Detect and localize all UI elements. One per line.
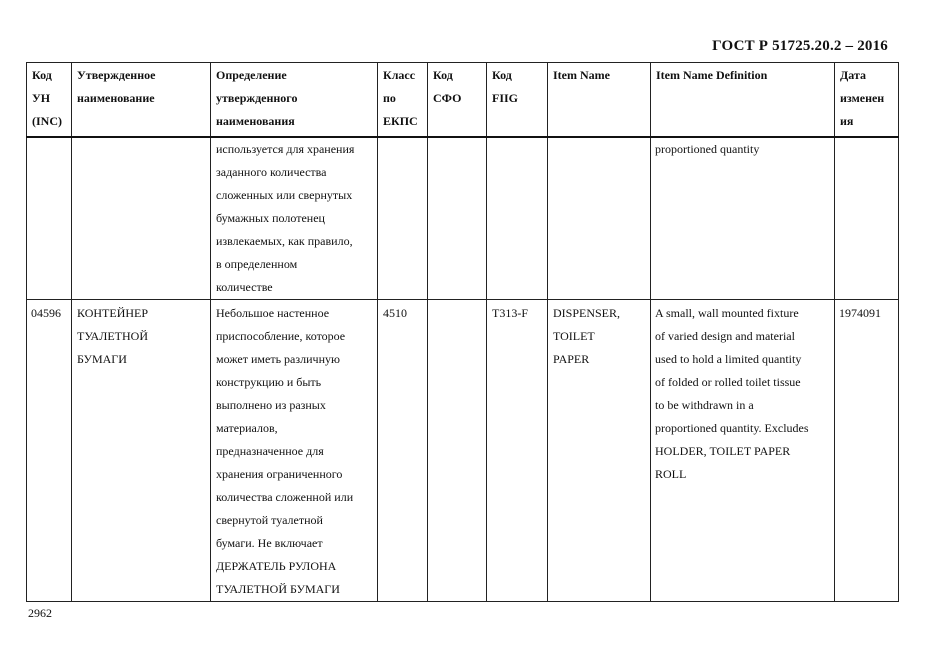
cell-change-date: 1974091 [835,300,899,602]
col-header-approved-name [72,63,211,138]
text-line: сложенных или свернутых [216,188,353,202]
text-line: TOILET [553,329,595,343]
text-line: ROLL [655,467,687,481]
text-line: приспособление, которое [216,329,346,343]
text-line: СФО [433,91,462,105]
text-line: наименование [77,91,155,105]
cell-fiig-code: T313-F [487,300,548,602]
cell-approved-name [72,137,211,300]
cell-definition-en [651,137,835,300]
text-line: в определенном [216,257,298,271]
text-line: бумажных полотенец [216,211,325,225]
text-line: заданного количества [216,165,327,179]
text-line: proportioned quantity. Excludes [655,421,809,435]
text-line: утвержденного [216,91,298,105]
text-line: количестве [216,280,273,294]
text-line: of varied design and material [655,329,795,343]
text-line: ЕКПС [383,114,418,128]
text-line: used to hold a limited quantity [655,352,802,366]
cell-item-name [548,137,651,300]
cell-sfo-code [428,300,487,602]
table-row [27,137,899,300]
text-line: ия [840,114,854,128]
cell-fiig-code [487,137,548,300]
cell-sfo-code [428,137,487,300]
text-line: ТУАЛЕТНОЙ БУМАГИ [216,582,340,596]
text-line: Утвержденное [77,68,156,82]
text-line: количества сложенной или [216,490,354,504]
text-line: по [383,91,396,105]
col-header-sfo-code [428,63,487,138]
col-header-item-name [548,63,651,138]
cell-definition-ru [211,137,378,300]
col-header-change-date [835,63,899,138]
text-line: Код [32,68,52,82]
catalog-table [26,62,899,602]
text-line: Небольшое настенное [216,306,330,320]
cell-item-name [548,300,651,602]
cell-definition-en [651,300,835,602]
cell-change-date [835,137,899,300]
cell-ekps-class [378,137,428,300]
text-line: ТУАЛЕТНОЙ [77,329,148,343]
document-code: ГОСТ Р 51725.20.2 – 2016 [712,38,888,54]
text-line: of folded or rolled toilet tissue [655,375,801,389]
text-line: УН [32,91,51,105]
text-line: DISPENSER, [553,306,621,320]
col-header-definition [211,63,378,138]
header-row [27,63,899,138]
text-line: HOLDER, TOILET PAPER [655,444,791,458]
text-line: to be withdrawn in a [655,398,754,412]
col-header-item-name-definition [651,63,835,138]
cell-definition-ru [211,300,378,602]
text-line: предназначенное для [216,444,324,458]
text-line: извлекаемых, как правило, [216,234,353,248]
text-line: Item Name [553,68,610,82]
text-line: конструкцию и быть [216,375,322,389]
text-line: Дата [840,68,866,82]
text-line: наименования [216,114,295,128]
text-line: A small, wall mounted fixture [655,306,799,320]
text-line: Item Name Definition [656,68,768,82]
text-line: изменен [840,91,885,105]
text-line: выполнено из разных [216,398,326,412]
text-line: PAPER [553,352,590,366]
text-line: Код [433,68,453,82]
text-line: Код [492,68,512,82]
cell-approved-name [72,300,211,602]
text-line: proportioned quantity [655,142,760,156]
text-line: FIIG [492,91,519,105]
text-line: ДЕРЖАТЕЛЬ РУЛОНА [216,559,337,573]
text-line: БУМАГИ [77,352,127,366]
text-line: может иметь различную [216,352,340,366]
text-line: хранения ограниченного [216,467,343,481]
text-line: свернутой туалетной [216,513,323,527]
cell-inc: 04596 [27,300,72,602]
col-header-inc [27,63,72,138]
text-line: (INC) [32,114,62,128]
text-line: Класс [383,68,416,82]
text-line: Определение [216,68,287,82]
page-number: 2962 [28,606,52,620]
col-header-fiig-code [487,63,548,138]
text-line: КОНТЕЙНЕР [77,306,149,320]
cell-ekps-class: 4510 [378,300,428,602]
text-line: материалов, [216,421,278,435]
cell-inc [27,137,72,300]
col-header-ekps-class [378,63,428,138]
table-row [27,300,899,602]
text-line: бумаги. Не включает [216,536,323,550]
text-line: используется для хранения [216,142,355,156]
